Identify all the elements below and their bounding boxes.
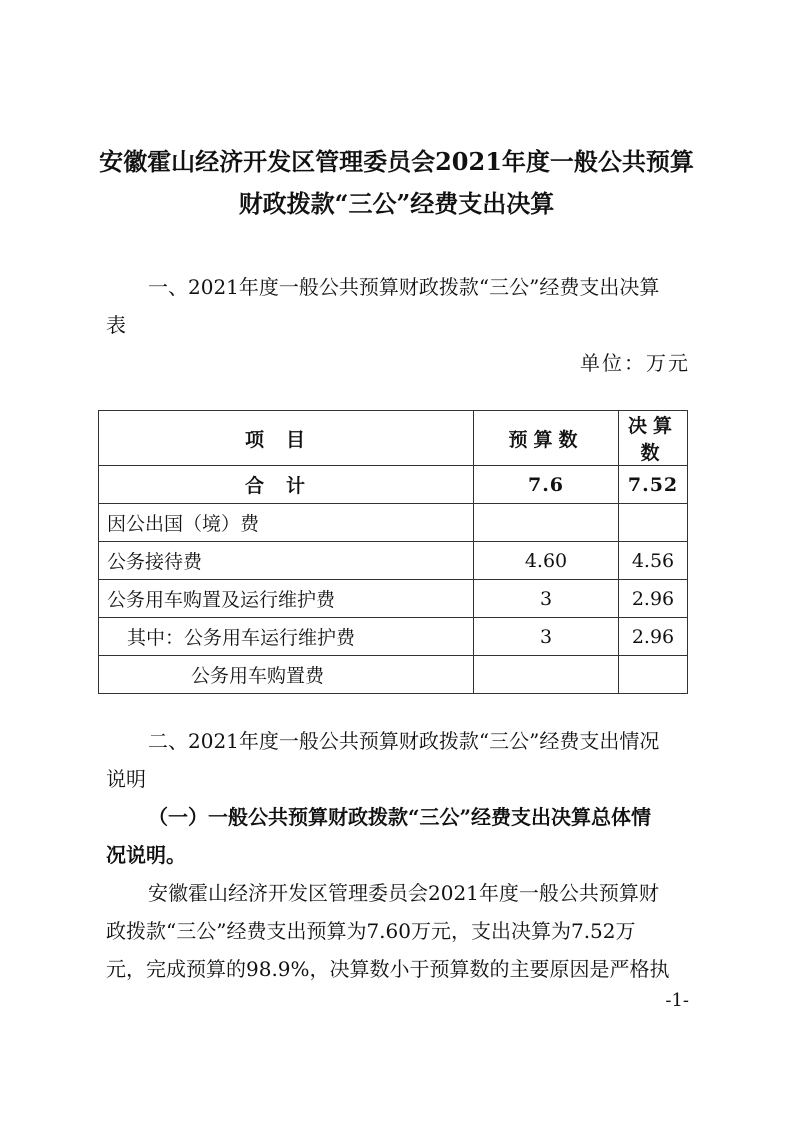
- row-label: 因公出国（境）费: [99, 504, 474, 542]
- row-label: 公务接待费: [99, 542, 474, 580]
- row-final: [619, 504, 688, 542]
- row-final: 2.96: [619, 618, 688, 656]
- paragraph-line: 安徽霍山经济开发区管理委员会2021年度一般公共预算财: [148, 881, 659, 905]
- subsection-heading-cont: 况说明。: [106, 843, 186, 867]
- row-final: 2.96: [619, 580, 688, 618]
- row-budget: 3: [474, 618, 619, 656]
- unit-label: 单位：万元: [580, 351, 690, 375]
- section2-heading-cont: 说明: [106, 767, 146, 791]
- document-title-line1: 安徽霍山经济开发区管理委员会2021年度一般公共预算: [99, 147, 694, 176]
- section2-heading: 二、2021年度一般公共预算财政拨款“三公”经费支出情况: [148, 729, 660, 753]
- section1-heading: 一、2021年度一般公共预算财政拨款“三公”经费支出决算: [148, 275, 660, 299]
- table-row: [99, 504, 688, 542]
- row-label: 公务用车购置费: [99, 656, 474, 694]
- row-budget: 4.60: [474, 542, 619, 580]
- table-header-row: [99, 411, 688, 466]
- paragraph-line: 元，完成预算的98.9%，决算数小于预算数的主要原因是严格执: [106, 957, 670, 981]
- table-row: [99, 618, 688, 656]
- row-final: 4.56: [619, 542, 688, 580]
- row-budget: [474, 504, 619, 542]
- section1-heading-cont: 表: [106, 313, 126, 337]
- header-item: 项目: [99, 411, 474, 466]
- row-budget: 3: [474, 580, 619, 618]
- total-label: 合计: [99, 466, 474, 504]
- row-final: [619, 656, 688, 694]
- row-budget: [474, 656, 619, 694]
- row-label: 其中：公务用车运行维护费: [99, 618, 474, 656]
- document-title-line2: 财政拨款“三公”经费支出决算: [238, 189, 555, 218]
- table-row: [99, 542, 688, 580]
- total-budget: 7.6: [474, 466, 619, 504]
- total-final: 7.52: [619, 466, 688, 504]
- header-final: 决算数: [619, 411, 688, 466]
- row-label: 公务用车购置及运行维护费: [99, 580, 474, 618]
- table-total-row: [99, 466, 688, 504]
- expense-table: [98, 410, 688, 694]
- paragraph-line: 政拨款“三公”经费支出预算为7.60万元，支出决算为7.52万: [106, 919, 636, 943]
- table-row: [99, 656, 688, 694]
- page-number: -1-: [665, 990, 689, 1011]
- header-budget: 预算数: [474, 411, 619, 466]
- table-row: [99, 580, 688, 618]
- subsection-heading: （一）一般公共预算财政拨款“三公”经费支出决算总体情: [148, 805, 652, 829]
